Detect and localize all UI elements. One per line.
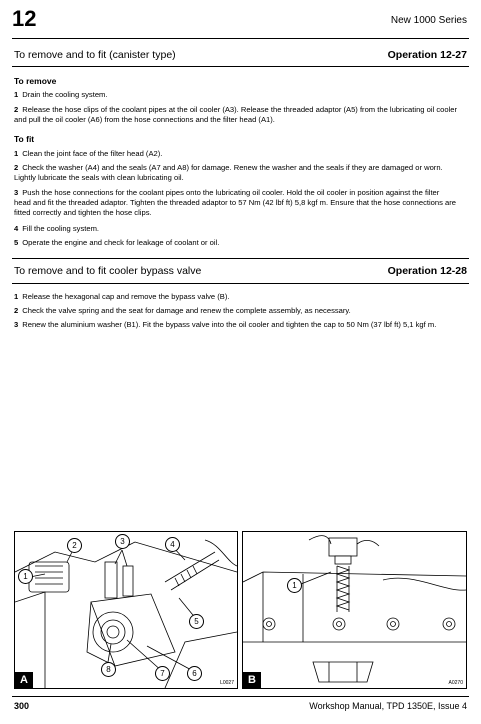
callout-5: 5 — [189, 614, 204, 629]
document-title: Workshop Manual, TPD 1350E, Issue 4 — [309, 701, 467, 711]
callout-2: 2 — [67, 538, 82, 553]
header-rule — [12, 38, 469, 39]
step-item: 3 Push the hose connections for the coolant pipes onto the lubricating oil cooler. Hold the oil cooler in position against the filter head and fit the threaded adaptor. Tighten the threaded adaptor to 57 Nm (42 lbf ft) 5,8 kgf m. Ensure that the hose connections are fitted correctly and tighten the hose clips. — [14, 188, 456, 217]
operation-number: Operation 12-28 — [387, 265, 467, 277]
series-title: New 1000 Series — [390, 15, 467, 26]
step-item: 1 Release the hexagonal cap and remove the bypass valve (B). — [14, 292, 230, 301]
step-item: 1 Drain the cooling system. — [14, 90, 108, 99]
figure-code: L0027 — [220, 680, 234, 686]
figure-b — [242, 531, 467, 689]
figure-label: A — [15, 672, 33, 688]
fit-heading: To fit — [14, 134, 35, 144]
callout-3: 3 — [115, 534, 130, 549]
section-title: To remove and to fit (canister type) — [14, 49, 176, 61]
bypass-valve-illustration — [243, 532, 466, 688]
section-rule — [12, 66, 469, 67]
callout-7: 7 — [155, 666, 170, 681]
remove-heading: To remove — [14, 76, 57, 86]
section-title: To remove and to fit cooler bypass valve — [14, 265, 202, 277]
figure-label: B — [243, 672, 261, 688]
section-rule — [12, 258, 469, 259]
chapter-number: 12 — [12, 6, 37, 31]
step-item: 2 Release the hose clips of the coolant pipes at the oil cooler (A3). Release the threaded adaptor (A5) from the lubricating oil cooler and pull the oil cooler (A6) from the hose connections and the filter head (A1). — [14, 105, 458, 124]
callout-4: 4 — [165, 537, 180, 552]
operation-number: Operation 12-27 — [387, 49, 467, 61]
callout-1: 1 — [287, 578, 302, 593]
step-item: 2 Check the valve spring and the seat for damage and renew the complete assembly, as necessary. — [14, 306, 351, 315]
callout-8: 8 — [101, 662, 116, 677]
oil-cooler-illustration — [15, 532, 237, 688]
figure-a — [14, 531, 238, 689]
callout-1: 1 — [18, 569, 33, 584]
step-item: 1 Clean the joint face of the filter head (A2). — [14, 149, 163, 158]
step-item: 2 Check the washer (A4) and the seals (A7 and A8) for damage. Renew the washer and the seals if they are damaged or worn. Lightly lubricate the seals with clean lubricating oil. — [14, 163, 443, 182]
step-item: 3 Renew the aluminium washer (B1). Fit the bypass valve into the oil cooler and tighten the cap to 50 Nm (37 lbf ft) 5,1 kgf m. — [14, 320, 437, 329]
figure-code: A0270 — [448, 680, 463, 686]
step-item: 4 Fill the cooling system. — [14, 224, 100, 233]
callout-6: 6 — [187, 666, 202, 681]
step-item: 5 Operate the engine and check for leakage of coolant or oil. — [14, 238, 220, 247]
section-rule — [12, 283, 469, 284]
page-number: 300 — [14, 701, 30, 711]
footer-rule — [12, 696, 469, 697]
